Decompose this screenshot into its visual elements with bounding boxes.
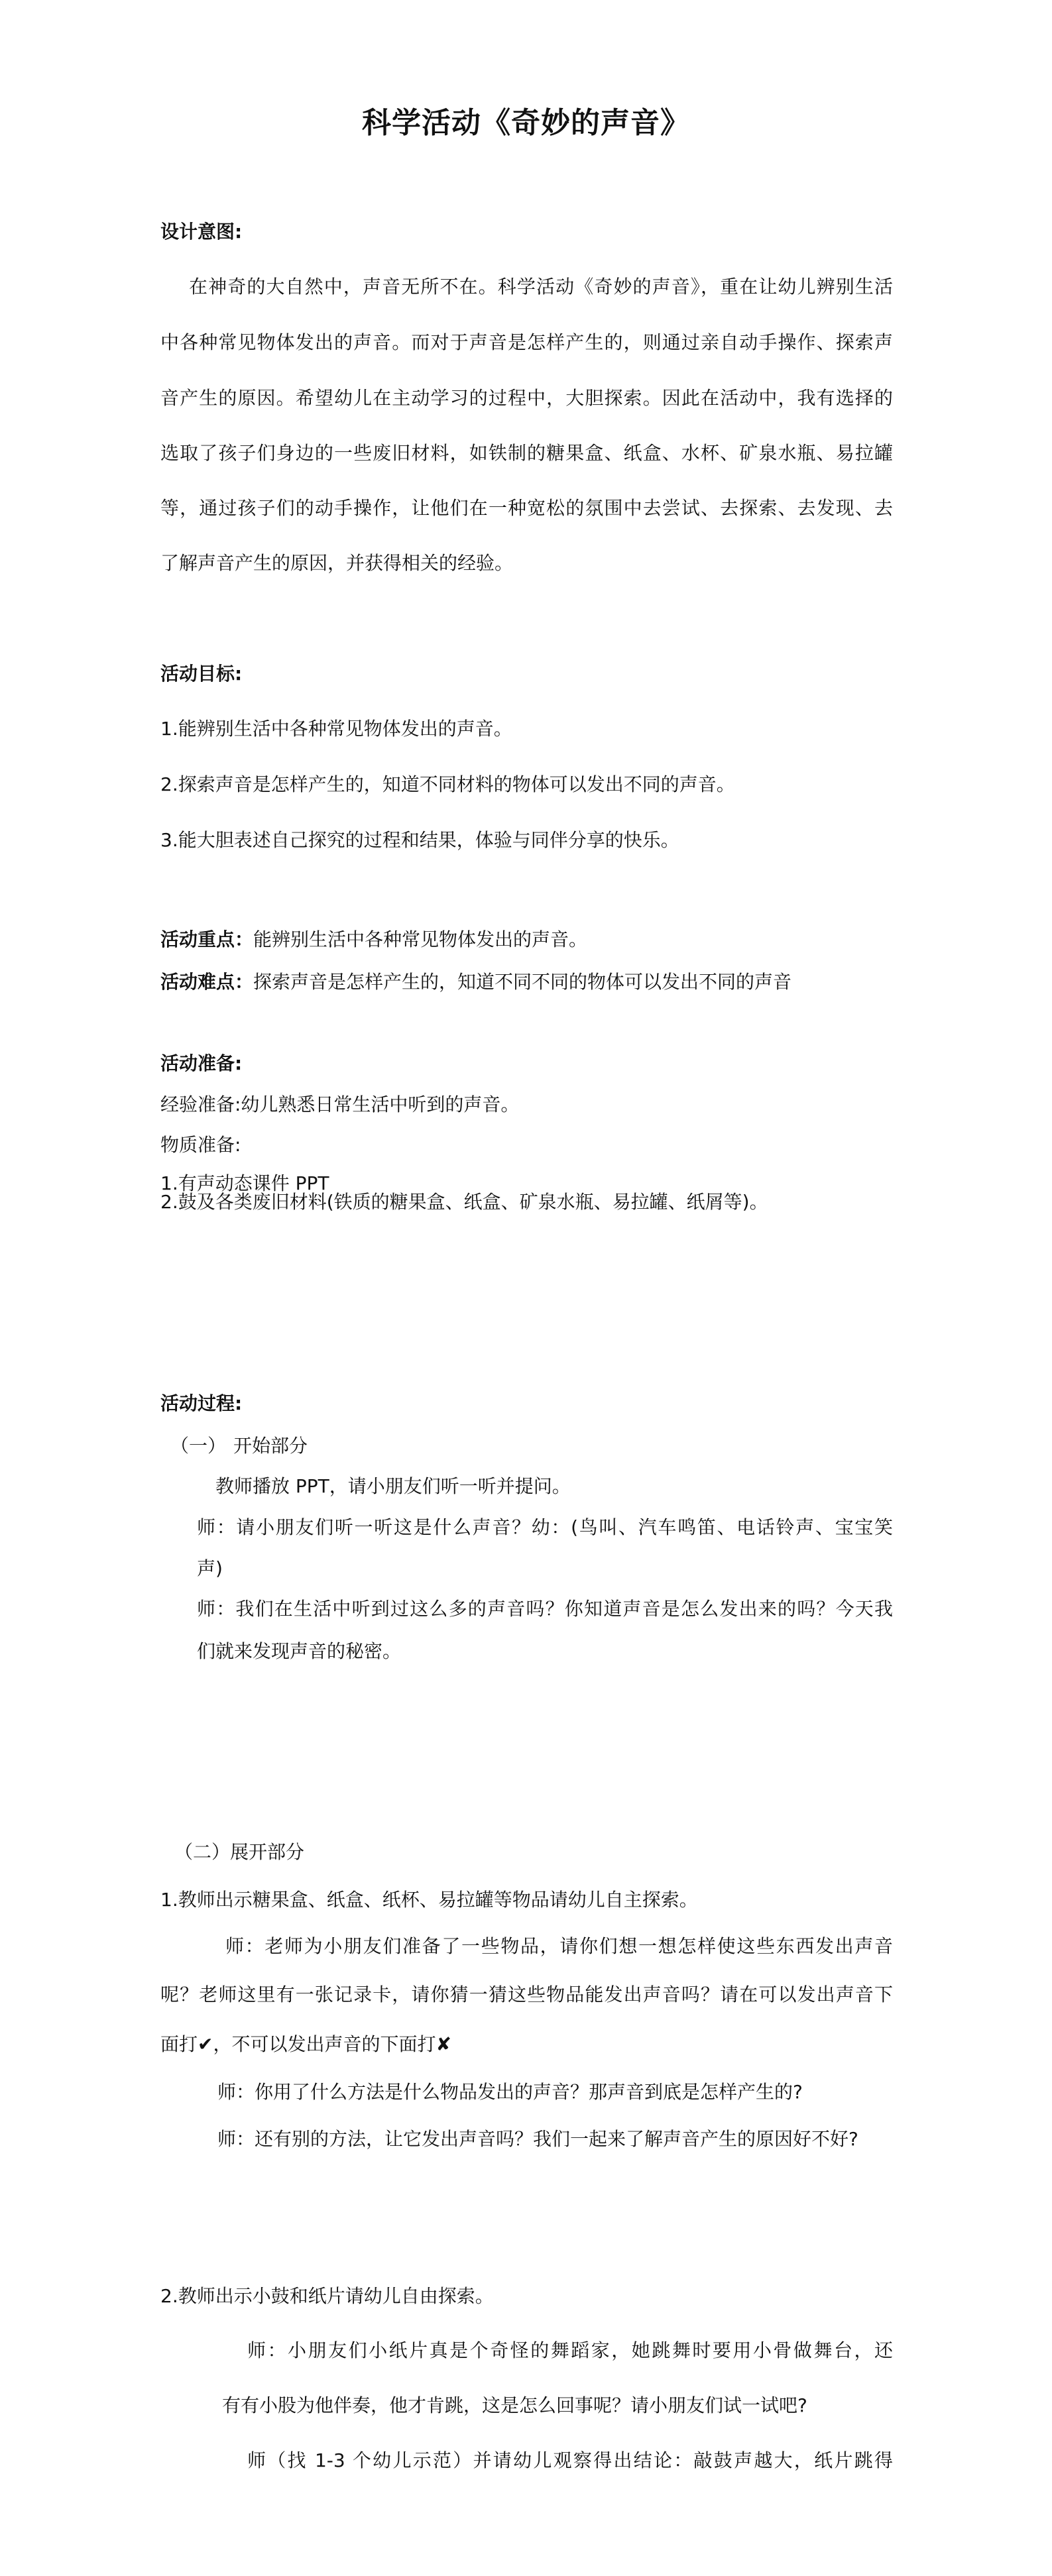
dialogue-line: 呢？老师这里有一张记录卡，请你猜一猜这些物品能发出声音吗？请在可以发出声音下 [160,1984,893,2005]
key-point-row [160,928,587,952]
paragraph-line: 了解声音产生的原因，并获得相关的经验。 [160,552,514,574]
paragraph-line: 音产生的原因。希望幼儿在主动学习的过程中，大胆探索。因此在活动中，我有选择的 [160,387,893,409]
dialogue-line: 们就来发现声音的秘密。 [197,1640,402,1662]
paragraph-line: 中各种常见物体发出的声音。而对于声音是怎样产生的，则通过亲自动手操作、探索声 [160,331,893,353]
difficulty-text: 探索声音是怎样产生的，知道不同不同的物体可以发出不同的声音 [253,971,792,993]
dialogue-line: 有有小股为他伴奏，他才肯跳，这是怎么回事呢？请小朋友们试一试吧? [222,2394,807,2416]
part1-title: 开始部分 [233,1435,308,1457]
dialogue-line: 师：还有别的方法，让它发出声音吗？我们一起来了解声音产生的原因好不好? [217,2128,858,2150]
experience-preparation: 经验准备:幼儿熟悉日常生活中听到的声音。 [160,1093,520,1115]
part1-intro: 教师播放 PPT，请小朋友们听一听并提问。 [215,1475,571,1497]
section-heading-goals: 活动目标: [160,663,243,685]
dialogue-line: 师（找 1-3 个幼儿示范）并请幼儿观察得出结论：敲鼓声越大，纸片跳得 [247,2449,893,2471]
dialogue-line: 师：小朋友们小纸片真是个奇怪的舞蹈家，她跳舞时要用小骨做舞台，还 [247,2339,893,2361]
dialogue-line: 师：老师为小朋友们准备了一些物品，请你们想一想怎样使这些东西发出声音 [225,1935,893,1957]
step-item: 1.教师出示糖果盒、纸盒、纸杯、易拉罐等物品请幼儿自主探索。 [160,1889,698,1911]
paragraph-line: 在神奇的大自然中，声音无所不在。科学活动《奇妙的声音》，重在让幼儿辨别生活 [189,276,893,298]
paragraph-line: 等，通过孩子们的动手操作，让他们在一种宽松的氛围中去尝试、去探索、去发现、去 [160,497,893,519]
paragraph-line: 选取了孩子们身边的一些废旧材料，如铁制的糖果盒、纸盒、水杯、矿泉水瓶、易拉罐 [160,442,893,464]
goal-item: 2.探索声音是怎样产生的，知道不同材料的物体可以发出不同的声音。 [160,773,735,795]
key-point-text: 能辨别生活中各种常见物体发出的声音。 [253,928,588,950]
goal-item: 3.能大胆表述自己探究的过程和结果，体验与同伴分享的快乐。 [160,829,679,851]
document-title: 科学活动《奇妙的声音》 [362,106,690,140]
key-point-label: 活动重点： [160,928,254,950]
step-item: 2.教师出示小鼓和纸片请幼儿自由探索。 [160,2285,494,2307]
section-heading-preparation: 活动准备: [160,1052,243,1074]
dialogue-line: 师：你用了什么方法是什么物品发出的声音？那声音到底是怎样产生的? [217,2081,803,2103]
part2-title: （二）展开部分 [174,1841,305,1863]
dialogue-line: 声) [197,1557,223,1579]
dialogue-line: 师：我们在生活中听到过这么多的声音吗？你知道声音是怎么发出来的吗？今天我 [197,1598,893,1620]
difficulty-row [160,970,791,994]
material-preparation-label: 物质准备: [160,1134,241,1156]
material-item: 2.鼓及各类废旧材料(铁质的糖果盒、纸盒、矿泉水瓶、易拉罐、纸屑等)。 [160,1191,768,1213]
part1-number: （一） [170,1435,227,1457]
goal-item: 1.能辨别生活中各种常见物体发出的声音。 [160,718,512,740]
section-heading-design-intent: 设计意图: [160,221,243,243]
section-heading-process: 活动过程: [160,1392,243,1414]
dialogue-line: 师：请小朋友们听一听这是什么声音？幼：(鸟叫、汽车鸣笛、电话铃声、宝宝笑 [197,1516,893,1538]
dialogue-line: 面打✔，不可以发出声音的下面打✘ [160,2033,451,2055]
material-item: 1.有声动态课件 PPT [160,1172,329,1194]
difficulty-label: 活动难点： [160,971,254,993]
